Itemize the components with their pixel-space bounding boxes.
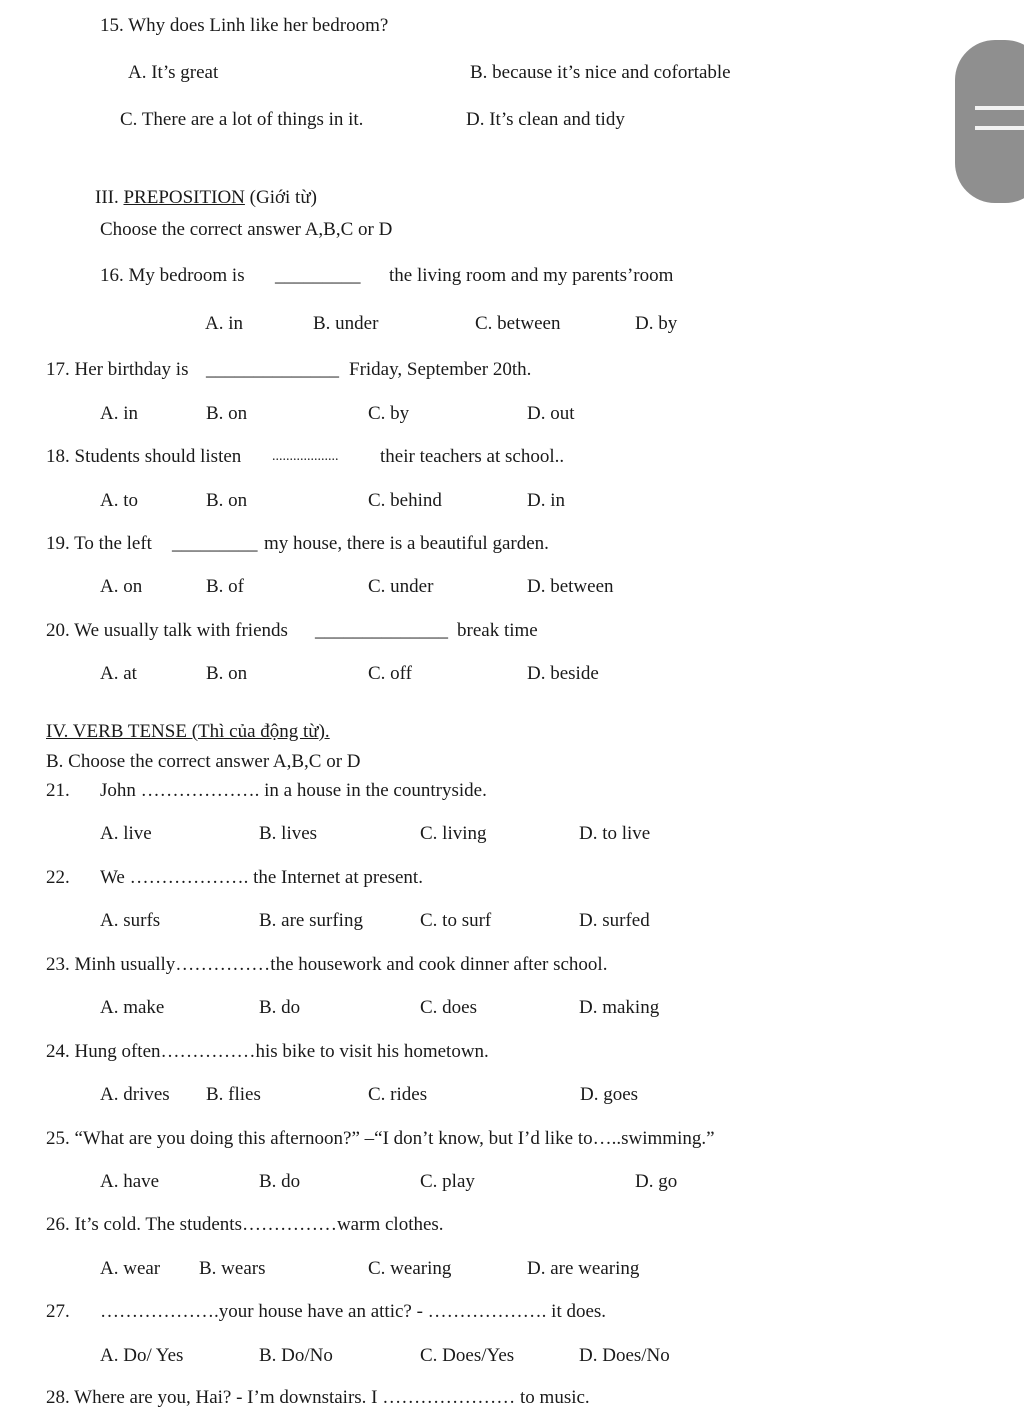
question-19-rest: my house, there is a beautiful garden. (264, 533, 549, 554)
question-27-option-a: A. Do/ Yes (100, 1345, 184, 1366)
question-20-option-d: D. beside (527, 663, 599, 684)
question-23-text: 23. Minh usually……………the housework and cook dinner after school. (46, 954, 608, 975)
question-26-option-d: D. are wearing (527, 1258, 640, 1279)
section-3-title: PREPOSITION (123, 187, 245, 208)
question-20-option-a: A. at (100, 663, 137, 684)
question-15-option-c: C. There are a lot of things in it. (120, 109, 364, 130)
question-15-option-d: D. It’s clean and tidy (466, 109, 625, 130)
question-21-text: John ………………. in a house in the countryside. (100, 780, 487, 801)
question-17-rest: Friday, September 20th. (349, 359, 532, 380)
question-22-option-c: C. to surf (420, 910, 492, 931)
question-27-option-b: B. Do/No (259, 1345, 333, 1366)
question-27-number: 27. (46, 1301, 70, 1322)
side-panel-handle[interactable] (955, 40, 1024, 203)
question-25-option-a: A. have (100, 1171, 160, 1192)
question-19-stem: 19. To the left (46, 533, 152, 554)
question-22-text: We ………………. the Internet at present. (100, 867, 423, 888)
question-25-text: 25. “What are you doing this afternoon?” –“I don’t know, but I’d like to…..swimming.” (46, 1128, 715, 1149)
question-17-option-c: C. by (368, 403, 410, 424)
section-3-heading (95, 187, 317, 209)
question-21-option-c: C. living (420, 823, 487, 844)
question-24-option-c: C. rides (368, 1084, 428, 1105)
question-17-blank: ______________ (206, 359, 339, 380)
question-24-option-d: D. goes (580, 1084, 639, 1105)
question-15-option-b: B. because it’s nice and cofortable (470, 62, 731, 83)
question-18-blank: ................... (272, 449, 339, 464)
section-3-instruction: Choose the correct answer A,B,C or D (100, 219, 393, 240)
question-25-option-c: C. play (420, 1171, 475, 1192)
question-15-option-a: A. It’s great (128, 62, 219, 83)
handle-grip-line-bottom (975, 126, 1024, 130)
question-23-option-c: C. does (420, 997, 477, 1018)
question-23-option-d: D. making (579, 997, 660, 1018)
question-18-option-d: D. in (527, 490, 565, 511)
question-27-option-c: C. Does/Yes (420, 1345, 515, 1366)
question-25-option-d: D. go (635, 1171, 678, 1192)
question-20-option-c: C. off (368, 663, 412, 684)
question-18-option-b: B. on (206, 490, 248, 511)
question-21-option-d: D. to live (579, 823, 651, 844)
handle-grip-line-top (975, 106, 1024, 110)
question-16-option-c: C. between (475, 313, 561, 334)
question-20-blank: ______________ (315, 620, 448, 641)
section-3-subtitle: (Giới từ) (244, 187, 317, 208)
question-26-option-c: C. wearing (368, 1258, 452, 1279)
question-18-option-c: C. behind (368, 490, 442, 511)
question-18-stem: 18. Students should listen (46, 446, 242, 467)
question-26-option-b: B. wears (199, 1258, 266, 1279)
question-25-option-b: B. do (259, 1171, 301, 1192)
question-20-rest: break time (457, 620, 538, 641)
section-4-instruction: B. Choose the correct answer A,B,C or D (46, 751, 361, 772)
question-17-option-b: B. on (206, 403, 248, 424)
question-16-option-a: A. in (205, 313, 243, 334)
question-19-option-c: C. under (368, 576, 434, 597)
question-19-option-a: A. on (100, 576, 143, 597)
question-16-option-d: D. by (635, 313, 678, 334)
question-23-option-b: B. do (259, 997, 301, 1018)
question-18-rest: their teachers at school.. (380, 446, 565, 467)
question-17-option-d: D. out (527, 403, 575, 424)
question-18-option-a: A. to (100, 490, 138, 511)
question-26-text: 26. It’s cold. The students……………warm clothes. (46, 1214, 444, 1235)
question-21-number: 21. (46, 780, 70, 801)
question-20-stem: 20. We usually talk with friends (46, 620, 288, 641)
question-19-blank: _________ (172, 533, 258, 554)
section-3-prefix: III. (95, 187, 124, 208)
question-16-option-b: B. under (313, 313, 379, 334)
question-16-blank: _________ (275, 265, 361, 286)
question-24-option-b: B. flies (206, 1084, 261, 1105)
question-22-number: 22. (46, 867, 70, 888)
question-17-stem: 17. Her birthday is (46, 359, 189, 380)
question-19-option-d: D. between (527, 576, 614, 597)
question-22-option-d: D. surfed (579, 910, 650, 931)
question-27-option-d: D. Does/No (579, 1345, 670, 1366)
question-17-option-a: A. in (100, 403, 138, 424)
question-27-text: ……………….your house have an attic? - ………………. it does. (100, 1301, 607, 1322)
question-16-rest: the living room and my parents’room (389, 265, 674, 286)
question-23-option-a: A. make (100, 997, 165, 1018)
question-24-option-a: A. drives (100, 1084, 170, 1105)
question-16-stem: 16. My bedroom is (100, 265, 245, 286)
section-4-title: IV. VERB TENSE (Thì của động từ). (46, 721, 330, 742)
question-19-option-b: B. of (206, 576, 244, 597)
question-21-option-a: A. live (100, 823, 152, 844)
question-21-option-b: B. lives (259, 823, 318, 844)
question-22-option-b: B. are surfing (259, 910, 363, 931)
question-22-option-a: A. surfs (100, 910, 161, 931)
question-28-text: 28. Where are you, Hai? - I’m downstairs. I ………………… to music. (46, 1387, 590, 1408)
question-26-option-a: A. wear (100, 1258, 161, 1279)
question-15-stem: 15. Why does Linh like her bedroom? (100, 15, 389, 36)
question-20-option-b: B. on (206, 663, 248, 684)
question-24-text: 24. Hung often……………his bike to visit his hometown. (46, 1041, 489, 1062)
